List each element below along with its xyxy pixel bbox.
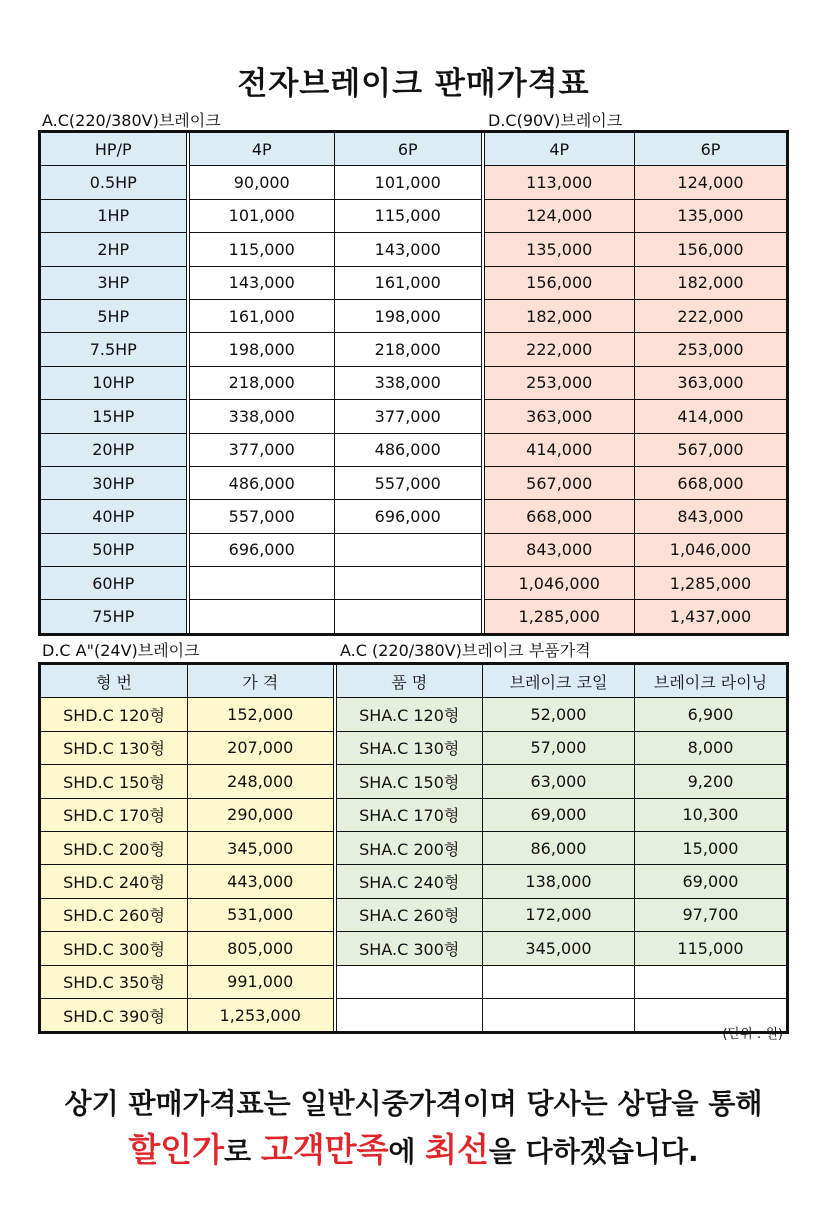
dc-6p-price: 135,000 [635, 199, 787, 232]
dc-6p-price: 567,000 [635, 433, 787, 466]
table-row [41, 765, 787, 798]
part-model: SHA.C 240형 [335, 865, 483, 898]
dc24-price: 991,000 [188, 965, 335, 998]
table-row [41, 865, 787, 898]
table-header-row [41, 133, 787, 166]
ac-6p-price: 696,000 [335, 500, 483, 533]
dc-4p-price: 567,000 [483, 466, 635, 499]
table-row [41, 199, 787, 232]
table-row [41, 600, 787, 633]
hp-cell: 1HP [41, 199, 188, 232]
hp-cell: 7.5HP [41, 333, 188, 366]
table-row [41, 567, 787, 600]
table-row [41, 299, 787, 332]
ac-4p-price [188, 567, 335, 600]
part-model: SHA.C 300형 [335, 932, 483, 965]
ac-6p-price: 218,000 [335, 333, 483, 366]
coil-price: 52,000 [483, 698, 635, 731]
dc-4p-price: 156,000 [483, 266, 635, 299]
dc24-model: SHD.C 130형 [41, 731, 188, 764]
lining-price: 69,000 [635, 865, 787, 898]
lining-price: 115,000 [635, 932, 787, 965]
table-row [41, 698, 787, 731]
dc-6p-price: 1,437,000 [635, 600, 787, 633]
dc24-price: 443,000 [188, 865, 335, 898]
lining-price: 10,300 [635, 798, 787, 831]
lining-price: 15,000 [635, 831, 787, 864]
lining-price: 97,700 [635, 898, 787, 931]
hp-cell: 3HP [41, 266, 188, 299]
table-row [41, 466, 787, 499]
ac-4p-price: 90,000 [188, 166, 335, 199]
part-model [335, 998, 483, 1031]
dc-4p-price: 253,000 [483, 366, 635, 399]
dc-4p-price: 843,000 [483, 533, 635, 566]
dc-6p-price: 253,000 [635, 333, 787, 366]
dc24-price: 345,000 [188, 831, 335, 864]
table-row [41, 898, 787, 931]
notice-text: 로 [224, 1135, 261, 1168]
dc24-model: SHD.C 170형 [41, 798, 188, 831]
table-row [41, 266, 787, 299]
dc24-price: 248,000 [188, 765, 335, 798]
ac-6p-price [335, 600, 483, 633]
dc24-price: 531,000 [188, 898, 335, 931]
notice-best: 최선 [425, 1130, 489, 1169]
notice-text: 을 다하겠습니다. [488, 1135, 699, 1168]
ac-6p-price: 101,000 [335, 166, 483, 199]
hp-cell: 60HP [41, 567, 188, 600]
dc-4p-price: 113,000 [483, 166, 635, 199]
ac-6p-price [335, 533, 483, 566]
notice-text: 에 [388, 1135, 426, 1168]
lining-price [635, 965, 787, 998]
ac-4p-price: 143,000 [188, 266, 335, 299]
header-price: 가 격 [188, 665, 335, 698]
dc-6p-price: 222,000 [635, 299, 787, 332]
table-row [41, 798, 787, 831]
part-model: SHA.C 150형 [335, 765, 483, 798]
dc-brake-caption: D.C(90V)브레이크 [488, 111, 623, 130]
parts-price-caption: A.C (220/380V)브레이크 부품가격 [340, 641, 591, 660]
notice-line-1: 상기 판매가격표는 일반시중가격이며 당사는 상담을 통해 [64, 1087, 763, 1120]
part-model: SHA.C 260형 [335, 898, 483, 931]
header-part-name: 품 명 [335, 665, 483, 698]
dc24-model: SHD.C 260형 [41, 898, 188, 931]
lining-price: 8,000 [635, 731, 787, 764]
hp-cell: 15HP [41, 400, 188, 433]
dc24-model: SHD.C 150형 [41, 765, 188, 798]
table-row [41, 366, 787, 399]
dc24-price: 152,000 [188, 698, 335, 731]
table-row [41, 731, 787, 764]
header-dc-4p: 4P [483, 133, 635, 166]
lining-price: 9,200 [635, 765, 787, 798]
ac-6p-price: 161,000 [335, 266, 483, 299]
dc-6p-price: 668,000 [635, 466, 787, 499]
coil-price [483, 965, 635, 998]
dc-6p-price: 1,285,000 [635, 567, 787, 600]
ac-6p-price [335, 567, 483, 600]
hp-cell: 2HP [41, 233, 188, 266]
notice-discount: 할인가 [128, 1130, 225, 1169]
dc24-model: SHD.C 390형 [41, 998, 188, 1031]
ac-4p-price: 338,000 [188, 400, 335, 433]
table-row [41, 998, 787, 1031]
dc24-price: 290,000 [188, 798, 335, 831]
table-row [41, 831, 787, 864]
ac-6p-price: 557,000 [335, 466, 483, 499]
dc24-model: SHD.C 300형 [41, 932, 188, 965]
ac-4p-price: 218,000 [188, 366, 335, 399]
table-header-row [41, 665, 787, 698]
ac-brake-caption: A.C(220/380V)브레이크 [42, 111, 221, 130]
table-row [41, 533, 787, 566]
table-row [41, 500, 787, 533]
table-row [41, 400, 787, 433]
dc-4p-price: 135,000 [483, 233, 635, 266]
ac-6p-price: 486,000 [335, 433, 483, 466]
coil-price: 57,000 [483, 731, 635, 764]
coil-price: 63,000 [483, 765, 635, 798]
dc24-parts-price-table [40, 664, 787, 1032]
ac-6p-price: 338,000 [335, 366, 483, 399]
ac-6p-price: 143,000 [335, 233, 483, 266]
hp-cell: 10HP [41, 366, 188, 399]
ac-4p-price: 486,000 [188, 466, 335, 499]
dc-4p-price: 414,000 [483, 433, 635, 466]
dc-6p-price: 182,000 [635, 266, 787, 299]
dc24-model: SHD.C 350형 [41, 965, 188, 998]
hp-cell: 50HP [41, 533, 188, 566]
header-ac-4p: 4P [188, 133, 335, 166]
hp-cell: 30HP [41, 466, 188, 499]
ac-6p-price: 115,000 [335, 199, 483, 232]
header-ac-6p: 6P [335, 133, 483, 166]
header-lining: 브레이크 라이닝 [635, 665, 787, 698]
dc-6p-price: 124,000 [635, 166, 787, 199]
table-row [41, 333, 787, 366]
coil-price: 172,000 [483, 898, 635, 931]
lining-price: 6,900 [635, 698, 787, 731]
table-row [41, 932, 787, 965]
ac-6p-price: 198,000 [335, 299, 483, 332]
dc-6p-price: 363,000 [635, 366, 787, 399]
ac-4p-price: 101,000 [188, 199, 335, 232]
hp-cell: 5HP [41, 299, 188, 332]
dc24-model: SHD.C 120형 [41, 698, 188, 731]
coil-price: 86,000 [483, 831, 635, 864]
coil-price: 138,000 [483, 865, 635, 898]
dc-4p-price: 1,285,000 [483, 600, 635, 633]
table-row [41, 965, 787, 998]
ac-4p-price [188, 600, 335, 633]
ac-4p-price: 696,000 [188, 533, 335, 566]
notice-line-2 [0, 1124, 827, 1171]
ac-4p-price: 557,000 [188, 500, 335, 533]
ac-dc-price-table [40, 132, 787, 634]
dc-6p-price: 414,000 [635, 400, 787, 433]
hp-cell: 20HP [41, 433, 188, 466]
header-dc-6p: 6P [635, 133, 787, 166]
dc-6p-price: 156,000 [635, 233, 787, 266]
ac-4p-price: 161,000 [188, 299, 335, 332]
dc-4p-price: 222,000 [483, 333, 635, 366]
part-model: SHA.C 120형 [335, 698, 483, 731]
hp-cell: 0.5HP [41, 166, 188, 199]
dc-6p-price: 1,046,000 [635, 533, 787, 566]
header-model: 형 번 [41, 665, 188, 698]
dc24-model: SHD.C 240형 [41, 865, 188, 898]
notice-satisfaction: 고객만족 [260, 1130, 389, 1169]
dc24-brake-caption: D.C A"(24V)브레이크 [42, 641, 200, 660]
dc24-price: 805,000 [188, 932, 335, 965]
dc24-price: 1,253,000 [188, 998, 335, 1031]
dc-4p-price: 182,000 [483, 299, 635, 332]
dc24-price: 207,000 [188, 731, 335, 764]
header-coil: 브레이크 코일 [483, 665, 635, 698]
page-title: 전자브레이크 판매가격표 [237, 66, 590, 102]
dc-4p-price: 363,000 [483, 400, 635, 433]
coil-price: 345,000 [483, 932, 635, 965]
hp-cell: 40HP [41, 500, 188, 533]
dc-6p-price: 843,000 [635, 500, 787, 533]
ac-4p-price: 377,000 [188, 433, 335, 466]
header-hp: HP/P [41, 133, 188, 166]
unit-label: (단위 : 원) [722, 1027, 783, 1042]
part-model: SHA.C 170형 [335, 798, 483, 831]
dc-4p-price: 124,000 [483, 199, 635, 232]
part-model [335, 965, 483, 998]
part-model: SHA.C 130형 [335, 731, 483, 764]
dc24-model: SHD.C 200형 [41, 831, 188, 864]
dc-4p-price: 1,046,000 [483, 567, 635, 600]
coil-price [483, 998, 635, 1031]
hp-cell: 75HP [41, 600, 188, 633]
ac-6p-price: 377,000 [335, 400, 483, 433]
coil-price: 69,000 [483, 798, 635, 831]
table-row [41, 166, 787, 199]
ac-4p-price: 115,000 [188, 233, 335, 266]
part-model: SHA.C 200형 [335, 831, 483, 864]
table-row [41, 433, 787, 466]
table-row [41, 233, 787, 266]
ac-4p-price: 198,000 [188, 333, 335, 366]
dc-4p-price: 668,000 [483, 500, 635, 533]
